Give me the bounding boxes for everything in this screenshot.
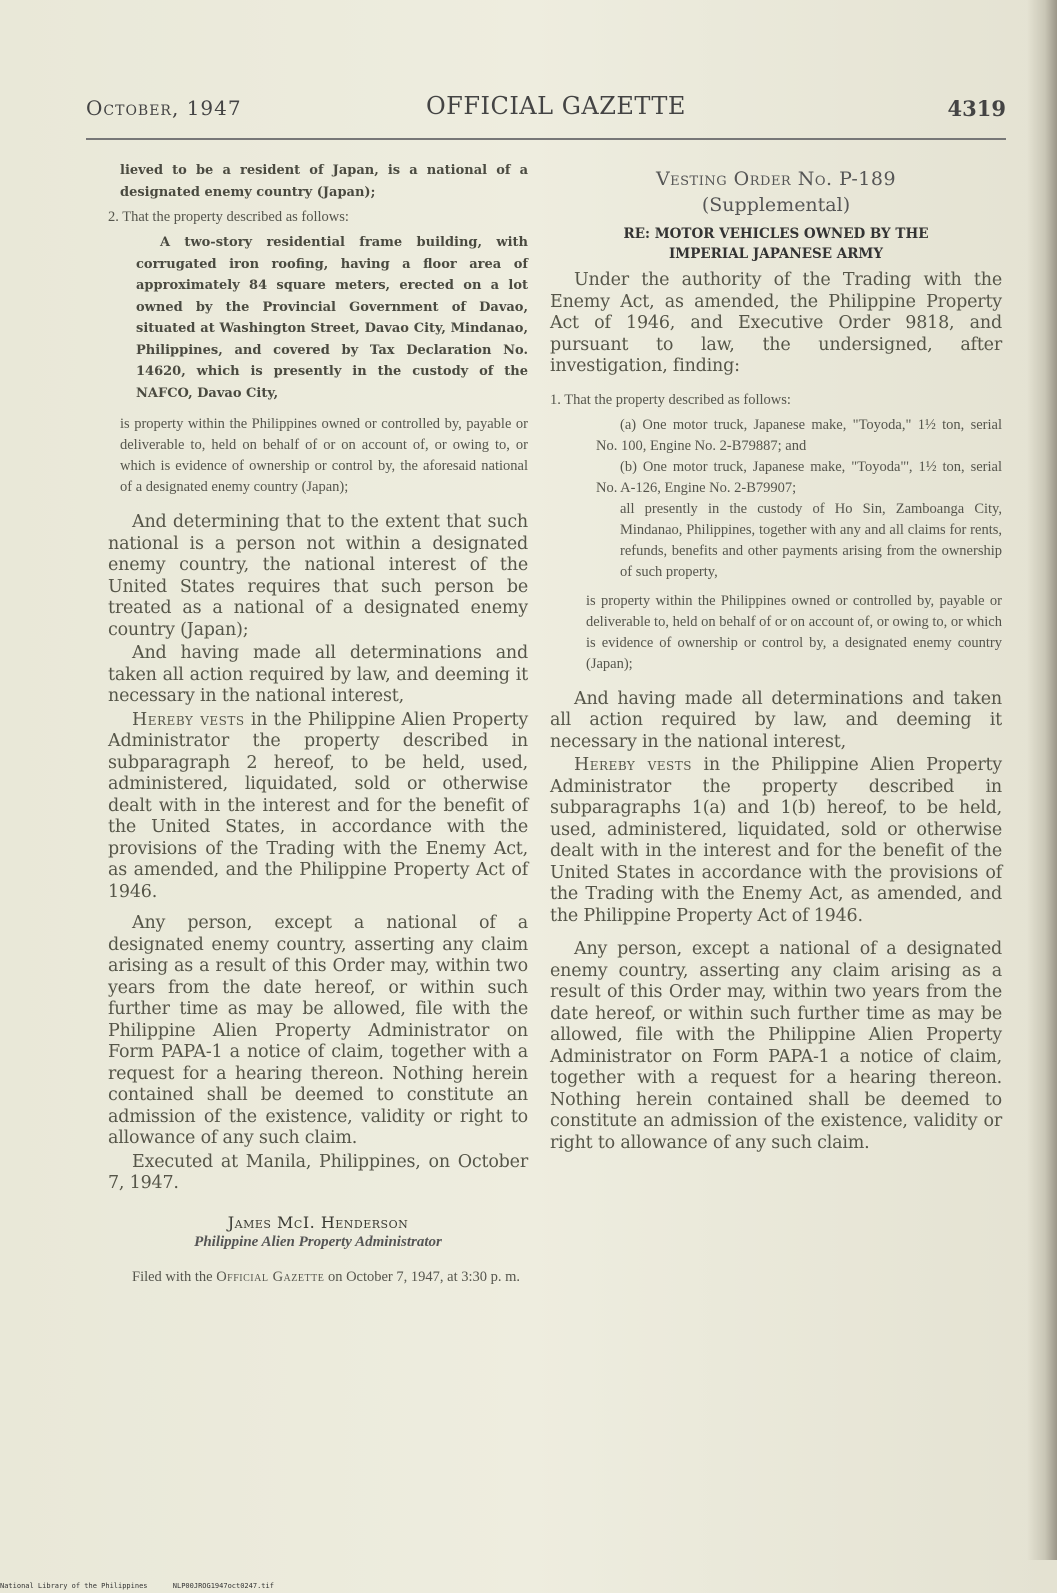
right-para-7: And having made all determinations and taken all action required by law, and deeming it necessary in the national interest, bbox=[550, 688, 1002, 752]
right-para-4: (b) One motor truck, Japanese make, "Toyoda"', 1½ ton, serial No. A-126, Engine No. 2-B79907; bbox=[596, 458, 1002, 496]
left-para-7: Hereby vests in the Philippine Alien Property Administrator the property described in subparagraph 2 hereof, to be held, used, administered, liquidated, sold or otherwise dealt with in the interest and for the benefit of the United States, in accordance with the provisions of the Trading with the Enemy Act, as amended, and the Philippine Property Act of 1946. bbox=[108, 709, 529, 902]
hereby-vests-right: Hereby vests bbox=[574, 755, 692, 775]
vesting-order-subtitle: (Supplemental) bbox=[701, 194, 851, 216]
hereby-vests-left: Hereby vests bbox=[132, 709, 245, 730]
left-para-6: And having made all determinations and taken all action required by law, and deeming it necessary in the national interest, bbox=[108, 643, 528, 706]
vesting-order-title: Vesting Order No. P-189 bbox=[655, 168, 897, 190]
right-para-8: Hereby vests in the Philippine Alien Property Administrator the property described in subparagraphs 1(a) and 1(b) hereof, to be held, used, administered, liquidated, sold or otherwise dealt with in the interest and for the benefit of the United States in accordance with the provisions of the Trading with the Enemy Act, as amended, and the Philippine Property Act of 1946. bbox=[550, 755, 1002, 926]
right-para-3: (a) One motor truck, Japanese make, "Toyoda," 1½ ton, serial No. 100, Engine No. 2-B79887; and bbox=[596, 416, 1002, 454]
right-column bbox=[550, 166, 1002, 1154]
page-header bbox=[86, 92, 1006, 132]
left-para-9: Executed at Manila, Philippines, on October 7, 1947. bbox=[108, 1151, 528, 1193]
right-para-6: is property within the Philippines owned or controlled by, payable or deliverable to, held on behalf of or on account of, or owing to, or which is evidence of ownership or control by, a designated enemy country (Japan); bbox=[586, 592, 1002, 672]
re-line-1: RE: MOTOR VEHICLES OWNED BY THE bbox=[623, 226, 929, 242]
right-para-1: Under the authority of the Trading with the Enemy Act, as amended, the Philippine Property Act of 1946, and Executive Order 9818, and pursuant to law, the undersigned, after investigation, finding: bbox=[550, 270, 1002, 376]
page-edge-shadow bbox=[1027, 0, 1057, 1560]
left-para-1: lieved to be a resident of Japan, is a national of a designated enemy country (Japan); bbox=[120, 163, 528, 200]
left-para-3: A two-story residential frame building, with corrugated iron roofing, having a floor area of approximately 84 square meters, erected on a lot owned by the Provincial Government of Davao, situated at Washington Street, Davao City, Mindanao, Philippines, and covered by Tax Declaration No. 14620, which is presently in the custody of the NAFCO, Davao City, bbox=[136, 235, 528, 401]
re-line-2: IMPERIAL JAPANESE ARMY bbox=[668, 246, 884, 262]
header-rule bbox=[86, 138, 1006, 140]
page-number: 4319 bbox=[947, 96, 1006, 121]
header-date: October, 1947 bbox=[86, 96, 242, 120]
left-para-5: And determining that to the extent that such national is a person not within a designated enemy country, the national interest of the United States requires that such person be treated as a national of a designated enemy country (Japan); bbox=[108, 512, 528, 640]
header-title: OFFICIAL GAZETTE bbox=[426, 92, 686, 120]
right-para-5: all presently in the custody of Ho Sin, Zamboanga City, Mindanao, Philippines, together with any and all claims for rents, refunds, benefits and other payments arising from the ownership of such property, bbox=[620, 500, 1002, 580]
right-para-9: Any person, except a national of a designated enemy country, asserting any claim arising as a result of this Order may, within two years from the date hereof, or within such further time as may be allowed, file with the Philippine Alien Property Administrator on Form PAPA-1 a notice of claim, together with a request for a hearing thereon. Nothing herein contained shall be deemed to constitute an admission of the existence, validity or right to allowance of any such claim. bbox=[550, 939, 1002, 1153]
left-para-4: is property within the Philippines owned or controlled by, payable or deliverable to, held on behalf of or on account of, or owing to, or which is evidence of ownership or control by, the aforesaid national of a designated enemy country (Japan); bbox=[120, 416, 528, 495]
library-footer: National Library of the Philippines NLP00JROG1947oct0247.tif bbox=[0, 1582, 274, 1590]
left-para-8: Any person, except a national of a designated enemy country, asserting any claim arising as a result of this Order may, within two years from the date hereof, or within such further time as may be allowed, file with the Philippine Alien Property Administrator on Form PAPA-1 a notice of claim, together with a request for a hearing thereon. Nothing herein contained shall be deemed to constitute an admission of the existence, validity or right to allowance of any such claim. bbox=[108, 913, 528, 1148]
left-column bbox=[108, 160, 528, 1288]
signer-name: James McI. Henderson bbox=[227, 1212, 409, 1232]
filed-note: Filed with the Official Gazette on October 7, 1947, at 3:30 p. m. bbox=[132, 1268, 521, 1285]
signer-title: Philippine Alien Property Administrator bbox=[194, 1233, 442, 1250]
right-para-2: 1. That the property described as follows: bbox=[550, 391, 791, 408]
left-para-2: 2. That the property described as follows: bbox=[108, 209, 349, 225]
